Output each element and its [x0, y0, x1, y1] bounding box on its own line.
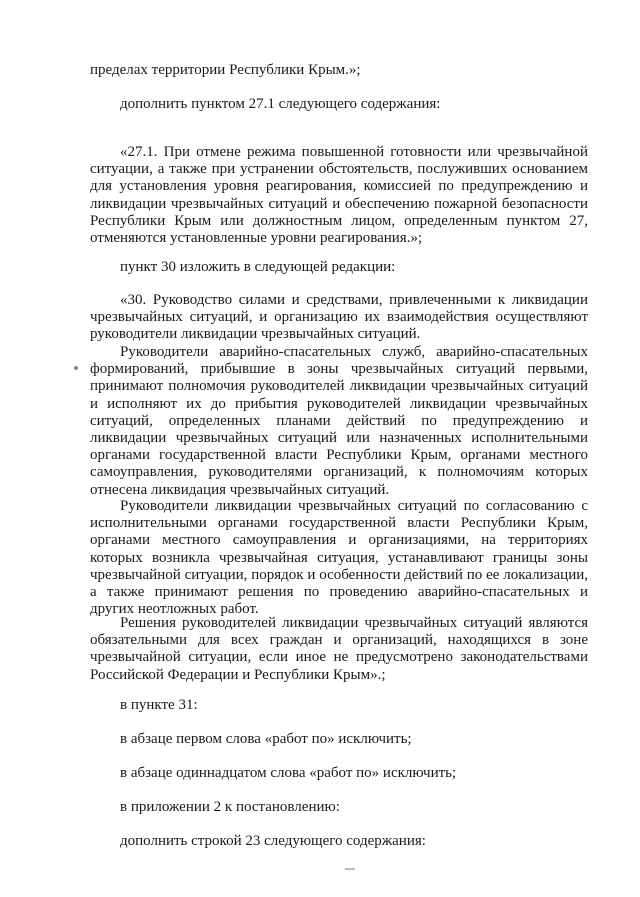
- paragraph-6: Руководители ликвидации чрезвычайных ситуаций по согласованию с исполнительными органами государственной власти Республики Крым, органами местного самоуправления и организациями, на территориях которых возникла чрезвычайная ситуация, устанавливают границы зоны чрезвычайной ситуации, порядок и особенности действий по ее локализации, а также принимают решения по проведению аварийно-спасательных и других неотложных работ.: [90, 498, 588, 618]
- paragraph-9: в абзаце первом слова «работ по» исключить;: [120, 731, 412, 747]
- margin-mark: [74, 366, 78, 370]
- paragraph-1: дополнить пунктом 27.1 следующего содержания:: [120, 96, 441, 112]
- scan-speck: [345, 868, 355, 870]
- paragraph-2: «27.1. При отмене режима повышенной готовности или чрезвычайной ситуации, а также при устранении обстоятельств, послуживших основанием для установления уровня реагирования, комиссией по предупреждению и ликвидации чрезвычайных ситуаций и обеспечению пожарной безопасности Республики Крым или должностным лицом, определенным пунктом 27, отменяются установленные уровни реагирования.»;: [90, 144, 588, 247]
- paragraph-3: пункт 30 изложить в следующей редакции:: [120, 259, 396, 275]
- paragraph-5: Руководители аварийно-спасательных служб, аварийно-спасательных формирований, прибывшие в зоны чрезвычайных ситуаций первыми, принимают полномочия руководителей ликвидации чрезвычайных ситуаций и исполняют их до прибытия руководителей ликвидации чрезвычайных ситуаций, определенных планами действий по предупреждению и ликвидации чрезвычайных ситуаций или назначенных исполнительными органами государственной власти Республики Крым, органами местного самоуправления, руководителями организаций, к полномочиям которых отнесена ликвидация чрезвычайных ситуаций.: [90, 344, 588, 498]
- paragraph-11: в приложении 2 к постановлению:: [120, 799, 340, 815]
- paragraph-7: Решения руководителей ликвидации чрезвычайных ситуаций являются обязательными для всех граждан и организаций, находящихся в зоне чрезвычайной ситуации, если иное не предусмотрено законодательствами Российской Федерации и Республики Крым».;: [90, 615, 588, 683]
- paragraph-10: в абзаце одиннадцатом слова «работ по» исключить;: [120, 765, 457, 781]
- paragraph-8: в пункте 31:: [120, 697, 198, 713]
- paragraph-12: дополнить строкой 23 следующего содержания:: [120, 833, 426, 849]
- paragraph-4: «30. Руководство силами и средствами, привлеченными к ликвидации чрезвычайных ситуаций, и организацию их взаимодействия осуществляют руководители ликвидации чрезвычайных ситуаций.: [90, 292, 588, 343]
- paragraph-0: пределах территории Республики Крым.»;: [90, 62, 361, 78]
